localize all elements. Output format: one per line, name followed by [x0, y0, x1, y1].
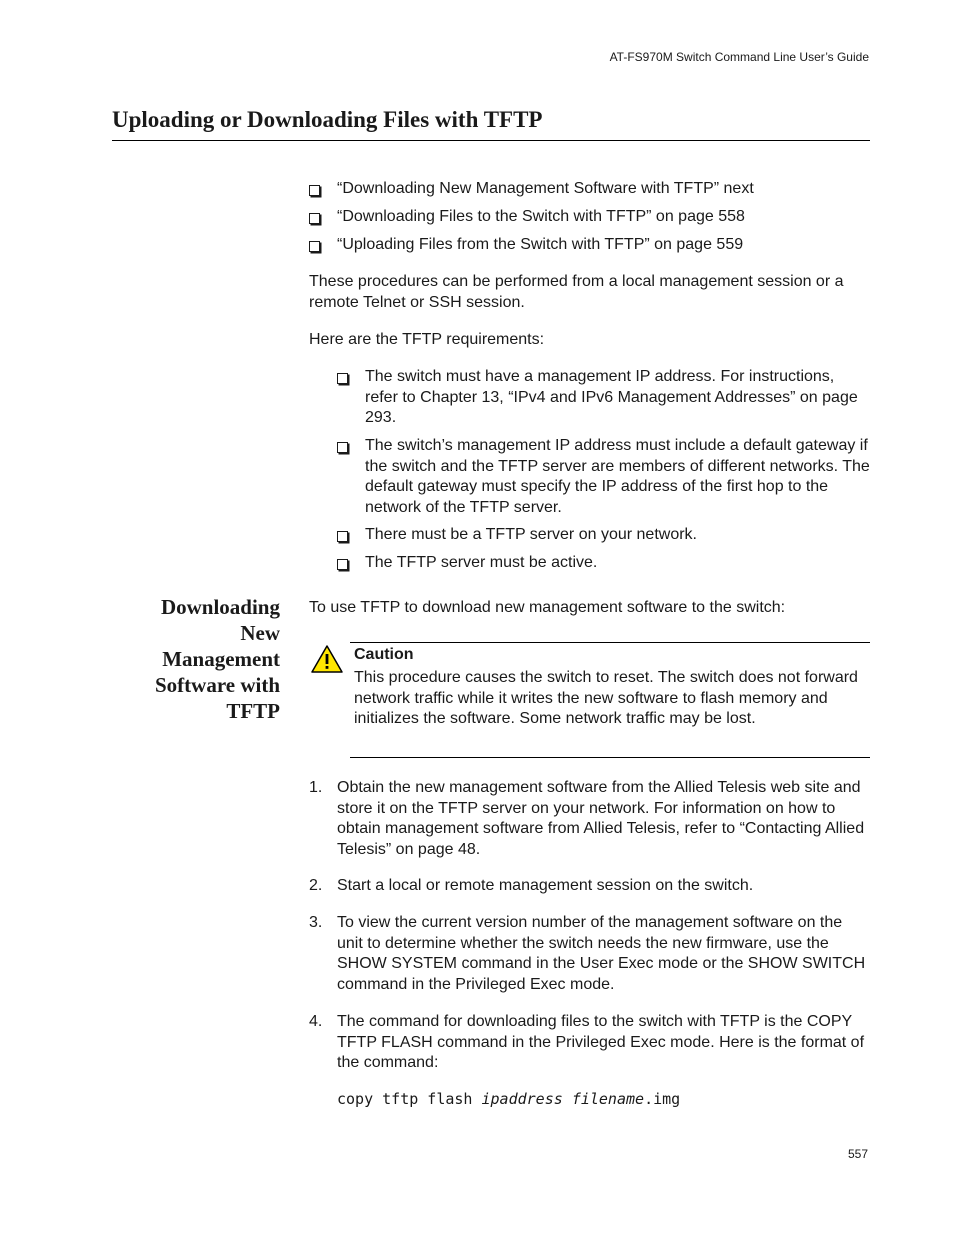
checkbox-bullet-icon	[337, 442, 348, 453]
requirement-item: The TFTP server must be active.	[337, 553, 870, 574]
checkbox-bullet-icon	[337, 559, 348, 570]
title-rule	[112, 140, 870, 141]
step-item: 1. Obtain the new management software from the Allied Telesis web site and store it on the TFTP server on your network. For information on how to obtain management software from Allied Telesis, refer to “Contacting Allied Telesis” on page 48.	[309, 779, 865, 858]
checkbox-bullet-icon	[337, 373, 348, 384]
checkbox-bullet-icon	[309, 213, 320, 224]
command-syntax: copy tftp flash ipaddress filename.img	[337, 1090, 681, 1108]
caution-title: Caution	[354, 646, 414, 663]
requirement-item: There must be a TFTP server on your network.	[337, 525, 870, 546]
intro-list-item: “Downloading Files to the Switch with TFTP” on page 558	[309, 207, 877, 228]
checkbox-bullet-icon	[309, 241, 320, 252]
subsection-heading: Downloading New Management Software with TFTP	[154, 595, 280, 723]
step-item: 4. The command for downloading files to the switch with TFTP is the COPY TFTP FLASH command in the Privileged Exec mode. Here is the format of the command:	[309, 1013, 865, 1071]
step-item: 3. To view the current version number of the management software on the unit to determine whether the switch needs the new firmware, use the SHOW SYSTEM command in the User Exec mode or the SHOW SWITCH command in the Privileged Exec mode.	[309, 914, 866, 993]
caution-text: This procedure causes the switch to reset. The switch does not forward network traffic while it writes the new software to flash memory and initializes the software. Some network traffic may be lost.	[354, 669, 858, 727]
checkbox-bullet-icon	[309, 185, 320, 196]
intro-list-item: “Uploading Files from the Switch with TFTP” on page 559	[309, 235, 877, 256]
requirements-intro: Here are the TFTP requirements:	[309, 331, 545, 348]
section-title: Uploading or Downloading Files with TFTP	[112, 107, 543, 132]
requirement-item: The switch must have a management IP address. For instructions, refer to Chapter 13, “IPv4 and IPv6 Management Addresses” on page 293.	[337, 367, 870, 429]
caution-bottom-rule	[350, 757, 870, 758]
running-head: AT-FS970M Switch Command Line User’s Guide	[609, 50, 869, 64]
warning-triangle-icon	[310, 644, 344, 674]
subsection-intro: To use TFTP to download new management software to the switch:	[309, 599, 786, 616]
step-item: 2. Start a local or remote management session on the switch.	[309, 877, 754, 894]
intro-list-item: “Downloading New Management Software with TFTP” next	[309, 179, 877, 200]
page-number: 557	[847, 1147, 868, 1161]
checkbox-bullet-icon	[337, 531, 348, 542]
procedures-paragraph: These procedures can be performed from a local management session or a remote Telnet or SSH session.	[309, 273, 844, 311]
requirement-item: The switch’s management IP address must include a default gateway if the switch and the TFTP server are members of different networks. The default gateway must specify the IP address of the first hop to the network of the TFTP server.	[337, 436, 870, 518]
caution-top-rule	[350, 642, 870, 643]
